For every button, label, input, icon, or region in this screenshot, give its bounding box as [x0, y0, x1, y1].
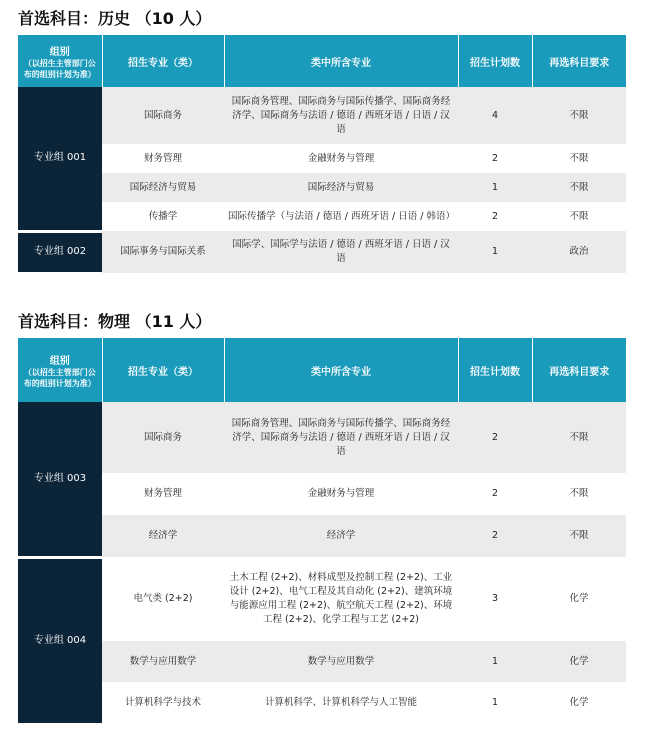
header-group-label: 组别 — [49, 355, 70, 367]
requirement-cell: 政治 — [532, 231, 626, 273]
major-cell: 电气类 (2+2) — [102, 557, 224, 641]
table-row — [18, 402, 626, 473]
requirement-cell: 不限 — [532, 202, 626, 231]
requirement-cell: 不限 — [532, 144, 626, 173]
requirement-cell: 不限 — [532, 515, 626, 557]
table-row — [18, 682, 626, 724]
header-plan: 招生计划数 — [458, 35, 532, 87]
included-cell: 金融财务与管理 — [224, 144, 458, 173]
plan-cell: 4 — [458, 87, 532, 144]
header-included: 类中所含专业 — [224, 35, 458, 87]
requirement-cell: 不限 — [532, 173, 626, 202]
group-cell: 专业组 004 — [18, 557, 102, 724]
header-group-label: 组别 — [49, 46, 70, 58]
table-row — [18, 144, 626, 173]
included-cell: 国际商务管理、国际商务与国际传播学、国际商务经济学、国际商务与法语 / 德语 / 西班牙语 / 日语 / 汉语 — [224, 402, 458, 473]
included-cell: 经济学 — [224, 515, 458, 557]
major-cell: 财务管理 — [102, 473, 224, 515]
plan-cell: 1 — [458, 641, 532, 682]
plan-cell: 1 — [458, 173, 532, 202]
requirement-cell: 不限 — [532, 402, 626, 473]
included-cell: 土木工程 (2+2)、材料成型及控制工程 (2+2)、工业设计 (2+2)、电气工程及其自动化 (2+2)、建筑环境与能源应用工程 (2+2)、航空航天工程 (2+2)、环境工程 (2+2)、化学工程与工艺 (2+2) — [224, 557, 458, 641]
table-row — [18, 473, 626, 515]
section-title-history: 首选科目：历史 （10 人） — [18, 9, 212, 28]
major-cell: 传播学 — [102, 202, 224, 231]
plan-cell: 2 — [458, 473, 532, 515]
header-group-note: （以招生主管部门公布的组别计划为准） — [23, 58, 96, 79]
requirement-cell: 化学 — [532, 641, 626, 682]
requirement-cell: 不限 — [532, 473, 626, 515]
plan-cell: 2 — [458, 202, 532, 231]
major-cell: 国际事务与国际关系 — [102, 231, 224, 273]
header-requirement: 再选科目要求 — [532, 338, 626, 402]
group-cell: 专业组 003 — [18, 402, 102, 557]
major-cell: 国际经济与贸易 — [102, 173, 224, 202]
table-header-row — [18, 35, 626, 87]
requirement-cell: 化学 — [532, 557, 626, 641]
header-requirement: 再选科目要求 — [532, 35, 626, 87]
table-row — [18, 641, 626, 682]
header-plan: 招生计划数 — [458, 338, 532, 402]
header-group — [18, 338, 102, 402]
group-cell: 专业组 002 — [18, 231, 102, 273]
plan-cell: 2 — [458, 144, 532, 173]
plan-cell: 2 — [458, 402, 532, 473]
plan-cell: 3 — [458, 557, 532, 641]
major-cell: 经济学 — [102, 515, 224, 557]
section-title-physics: 首选科目：物理 （11 人） — [18, 312, 212, 331]
header-included: 类中所含专业 — [224, 338, 458, 402]
header-group-note: （以招生主管部门公布的组别计划为准） — [23, 367, 96, 388]
major-cell: 数学与应用数学 — [102, 641, 224, 682]
included-cell: 国际传播学（与法语 / 德语 / 西班牙语 / 日语 / 韩语） — [224, 202, 458, 231]
physics-table — [18, 338, 626, 726]
table-row — [18, 173, 626, 202]
major-cell: 财务管理 — [102, 144, 224, 173]
table-header-row — [18, 338, 626, 402]
plan-cell: 2 — [458, 515, 532, 557]
table-row — [18, 231, 626, 273]
plan-cell: 1 — [458, 231, 532, 273]
table-row — [18, 557, 626, 641]
included-cell: 数学与应用数学 — [224, 641, 458, 682]
major-cell: 计算机科学与技术 — [102, 682, 224, 724]
header-group — [18, 35, 102, 87]
plan-cell: 1 — [458, 682, 532, 724]
included-cell: 国际经济与贸易 — [224, 173, 458, 202]
group-cell: 专业组 001 — [18, 87, 102, 231]
header-major: 招生专业（类） — [102, 35, 224, 87]
included-cell: 国际商务管理、国际商务与国际传播学、国际商务经济学、国际商务与法语 / 德语 / 西班牙语 / 日语 / 汉语 — [224, 87, 458, 144]
requirement-cell: 化学 — [532, 682, 626, 724]
table-row — [18, 202, 626, 231]
requirement-cell: 不限 — [532, 87, 626, 144]
table-row — [18, 87, 626, 144]
header-major: 招生专业（类） — [102, 338, 224, 402]
major-cell: 国际商务 — [102, 87, 224, 144]
included-cell: 计算机科学、计算机科学与人工智能 — [224, 682, 458, 724]
included-cell: 国际学、国际学与法语 / 德语 / 西班牙语 / 日语 / 汉语 — [224, 231, 458, 273]
history-table — [18, 35, 626, 275]
major-cell: 国际商务 — [102, 402, 224, 473]
table-row — [18, 515, 626, 557]
included-cell: 金融财务与管理 — [224, 473, 458, 515]
